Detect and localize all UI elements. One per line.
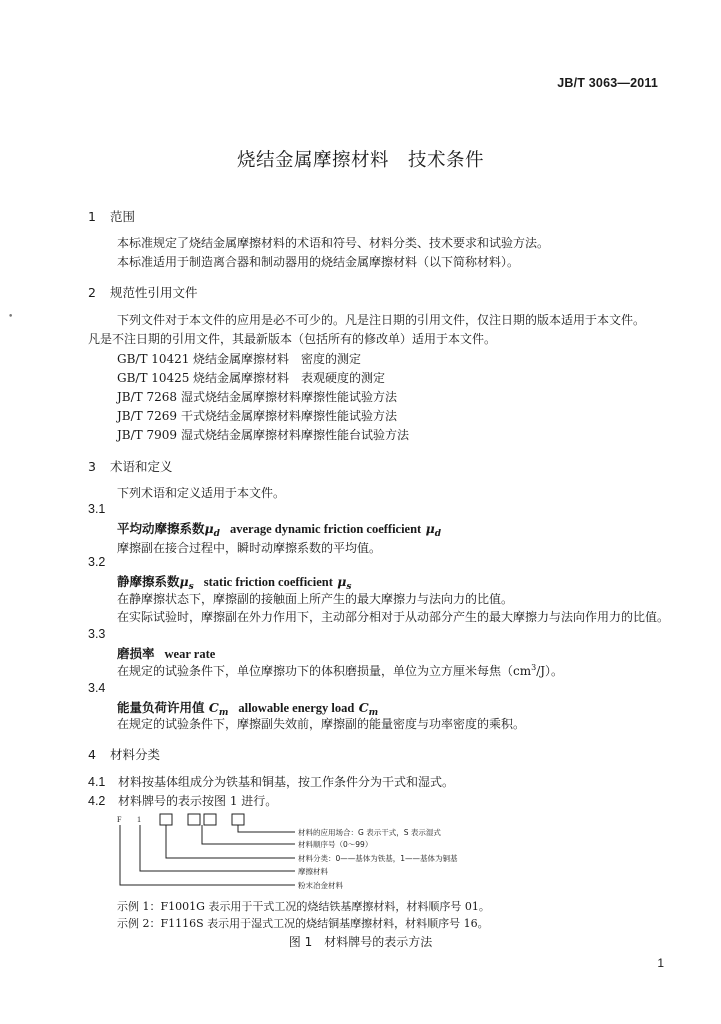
code-letter: F [117,815,122,824]
section-title: 材料分类 [110,747,161,762]
reference-title: 烧结金属摩擦材料 密度的测定 [193,352,362,366]
document-title: 烧结金属摩擦材料 技术条件 [236,150,484,171]
leader-line [166,825,295,858]
code-box [188,814,200,825]
clause-number: 3.1 [88,502,106,516]
term-symbol: μ [337,574,347,589]
diagram-label: 摩擦材料 [298,867,328,876]
code-digit: 1 [137,815,141,824]
term-symbol-sub: d [213,529,220,539]
reference-title: 湿式烧结金属摩擦材料摩擦性能试验方法 [181,390,398,404]
code-box [160,814,172,825]
designation-diagram [110,812,530,902]
clause-text: 材料牌号的表示按图 1 进行。 [118,794,278,808]
section-2-heading [88,283,198,301]
term-symbol: C [208,700,219,715]
clause [88,792,277,809]
term-en: wear rate [164,647,216,661]
diagram-label: 粉末冶金材料 [298,881,343,890]
reference-item [117,388,397,405]
reference-title: 烧结金属摩擦材料 表观硬度的测定 [193,371,386,385]
reference-title: 干式烧结金属摩擦材料摩擦性能试验方法 [181,409,398,423]
reference-code: JB/T 7909 [117,428,178,442]
diagram-label: 材料顺序号（0～99） [298,840,373,849]
term-symbol-sub: d [434,529,442,539]
definition: 在规定的试验条件下，摩擦副失效前，摩擦副的能量密度与功率密度的乘积。 [117,717,526,731]
code-box [232,814,244,825]
definition [117,662,563,679]
scan-mark: • [8,312,14,322]
term-symbol-sub: m [368,708,379,718]
example-1: 示例 1：F1001G 表示用于干式工况的烧结铁基摩擦材料，材料顺序号 01。 [117,900,490,913]
term-symbol-sub: m [218,708,229,718]
standard-number: JB/T 3063—2011 [557,76,658,90]
reference-item [117,426,409,443]
reference-code: JB/T 7269 [117,409,178,423]
clause-number: 3.4 [88,681,106,695]
leader-line [202,825,295,844]
leader-line [238,825,295,832]
reference-item [117,350,361,367]
paragraph: 下列文件对于本文件的应用是必不可少的。凡是注日期的引用文件，仅注日期的版本适用于本文件。 [117,313,646,327]
term-entry [117,644,215,662]
paragraph: 下列术语和定义适用于本文件。 [117,486,286,500]
clause-number: 3.3 [88,627,106,641]
unit-superscript: 3 [531,663,537,672]
section-number: 2 [88,285,96,300]
definition-text-end: /J）。 [536,664,564,678]
diagram-label: 材料的应用场合：G 表示干式，S 表示湿式 [298,828,441,837]
clause-number: 4.2 [88,794,106,808]
code-box [204,814,216,825]
clause-number: 4.1 [88,775,106,789]
term-entry [117,572,351,592]
definition: 摩擦副在接合过程中，瞬时动摩擦系数的平均值。 [117,541,382,555]
section-title: 范围 [110,209,136,224]
diagram-label: 材料分类：0——基体为铁基，1——基体为铜基 [298,854,458,863]
term-symbol: C [358,700,369,715]
section-3-heading [88,457,173,475]
reference-title: 湿式烧结金属摩擦材料摩擦性能台试验方法 [181,428,410,442]
term-symbol-sub: s [188,582,194,592]
term-symbol: μ [425,521,435,536]
section-title: 规范性引用文件 [110,285,198,300]
term-en: static friction coefficient [203,575,333,589]
section-number: 4 [88,747,96,762]
term-zh: 能量负荷许用值 [117,700,205,715]
example-2: 示例 2：F1116S 表示用于湿式工况的烧结铜基摩擦材料，材料顺序号 16。 [117,917,489,930]
section-4-heading [88,745,160,763]
paragraph: 本标准规定了烧结金属摩擦材料的术语和符号、材料分类、技术要求和试验方法。 [117,236,550,250]
term-zh: 磨损率 [117,646,155,661]
definition: 在实际试验时，摩擦副在外力作用下，主动部分相对于从动部分产生的最大摩擦力与法向作用力的比值。 [117,610,670,624]
figure-caption: 图 1 材料牌号的表示方法 [288,935,433,949]
clause [88,773,454,790]
term-symbol: μ [179,574,189,589]
section-number: 1 [88,209,96,224]
term-zh: 静摩擦系数 [117,574,180,589]
paragraph: 本标准适用于制造离合器和制动器用的烧结金属摩擦材料（以下简称材料）。 [117,255,520,269]
reference-code: GB/T 10421 [117,352,190,366]
term-zh: 平均动摩擦系数 [117,521,205,536]
definition-text: 在规定的试验条件下，单位摩擦功下的体积磨损量，单位为立方厘米每焦（cm [117,664,532,678]
clause-text: 材料按基体组成分为铁基和铜基，按工作条件分为干式和湿式。 [118,775,455,789]
page-number: 1 [657,956,664,970]
term-symbol: μ [204,521,214,536]
section-1-heading [88,207,135,225]
reference-item [117,369,385,386]
term-en: allowable energy load [238,701,355,715]
definition: 在静摩擦状态下，摩擦副的接触面上所产生的最大摩擦力与法向力的比值。 [117,592,514,606]
paragraph: 凡是不注日期的引用文件，其最新版本（包括所有的修改单）适用于本文件。 [88,332,497,346]
reference-code: JB/T 7268 [117,390,178,404]
reference-item [117,407,397,424]
term-entry [117,519,441,539]
term-symbol-sub: s [346,582,352,592]
clause-number: 3.2 [88,555,106,569]
section-number: 3 [88,459,96,474]
leader-line [120,825,295,885]
reference-code: GB/T 10425 [117,371,190,385]
section-title: 术语和定义 [110,459,173,474]
term-en: average dynamic friction coefficient [229,522,422,536]
